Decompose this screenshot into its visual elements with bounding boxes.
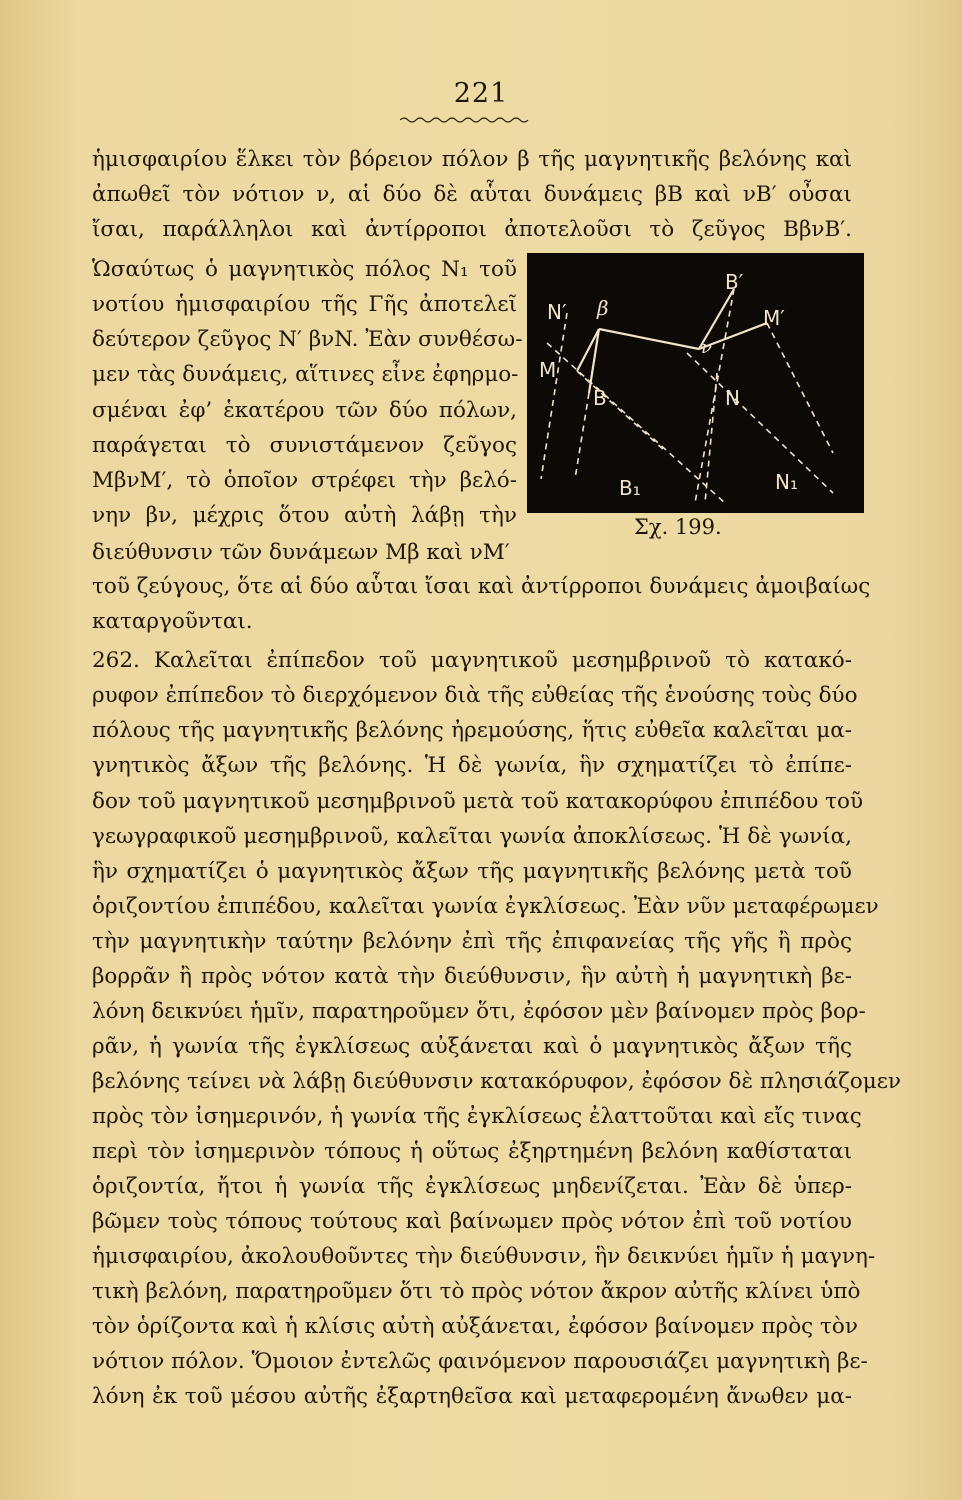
text-line-20: γεωγραφικοῦ μεσημβρινοῦ, καλεῖται γωνία ἀποκλίσεως. Ἡ δὲ γωνία, [92,824,852,849]
text-line-30: ὁριζοντία, ἤτοι ἡ γωνία τῆς ἐγκλίσεως μηδενίζεται. Ἐὰν δὲ ὑπερ- [92,1174,852,1199]
text-line-5: νοτίου ἡμισφαιρίου τῆς Γῆς ἀποτελεῖ [92,292,517,317]
text-line-7: μεν τὰς δυνάμεις, αἵτινες εἶνε ἐφηρμο- [92,362,519,387]
label-m: M [539,358,557,382]
label-n1: N₁ [775,470,798,494]
text-line-17: πόλους τῆς μαγνητικῆς βελόνης ἠρεμούσης, ἥτις εὐθεῖα καλεῖται μα- [92,718,852,743]
figure-caption: Σχ. 199. [634,515,722,539]
text-line-27: βελόνης τείνει νὰ λάβῃ διεύθυνσιν κατακόρυφον, ἐφόσον δὲ πλησιάζομεν [92,1069,901,1094]
label-n: N [725,386,740,410]
text-line-32: ἡμισφαιρίου, ἀκολουθοῦντες τὴν διεύθυνσιν, ἣν δεικνύει ἡμῖν ἡ μαγνη- [92,1244,876,1269]
text-line-19: δον τοῦ μαγνητικοῦ μεσημβρινοῦ μετὰ τοῦ κατακορύφου ἐπιπέδου τοῦ [92,789,864,814]
text-line-18: γνητικὸς ἄξων τῆς βελόνης. Ἡ δὲ γωνία, ἣν σχηματίζει τὸ ἐπίπε- [92,753,852,778]
text-line-10: MβνM′, τὸ ὁποῖον στρέφει τὴν βελό- [92,468,517,493]
text-line-34: τὸν ὁρίζοντα καὶ ἡ κλίσις αὐτὴ αὐξάνεται, ἐφόσον βαίνομεν πρὸς τὸν [92,1314,858,1339]
text-line-26: ρᾶν, ἡ γωνία τῆς ἐγκλίσεως αὐξάνεται καὶ ὁ μαγνητικὸς ἄξων τῆς [92,1034,852,1059]
text-line-1: ἡμισφαιρίου ἕλκει τὸν βόρειον πόλον β τῆς μαγνητικῆς βελόνης καὶ [92,147,852,172]
text-line-4: Ὡσαύτως ὁ μαγνητικὸς πόλος N₁ τοῦ [92,257,517,282]
text-line-12: διεύθυνσιν τῶν δυνάμεων Mβ καὶ νM′ [92,540,510,565]
text-line-2: ἀπωθεῖ τὸν νότιον ν, αἱ δύο δὲ αὗται δυνάμεις βB καὶ νB′ οὖσαι [92,182,852,207]
text-line-21: ἣν σχηματίζει ὁ μαγνητικὸς ἄξων τῆς μαγνητικῆς βελόνης μετὰ τοῦ [92,859,852,884]
text-line-24: βορρᾶν ἢ πρὸς νότον κατὰ τὴν διεύθυνσιν, ἣν αὐτὴ ἡ μαγνητικὴ βε- [92,964,852,989]
text-line-11: νην βν, μέχρις ὅτου αὐτὴ λάβῃ τὴν [92,503,517,528]
label-beta: β [597,296,609,320]
text-line-14: καταργοῦνται. [92,609,253,634]
text-line-28: πρὸς τὸν ἰσημερινόν, ἡ γωνία τῆς ἐγκλίσεως ἐλαττοῦται καὶ εἴς τινας [92,1104,862,1129]
text-line-6: δεύτερον ζεῦγος N′ βνN. Ἐὰν συνθέσω- [92,327,523,352]
text-line-25: λόνη δεικνύει ἡμῖν, παρατηροῦμεν ὅτι, ἐφόσον μὲν βαίνομεν πρὸς βορ- [92,999,866,1024]
text-line-36: λόνη ἐκ τοῦ μέσου αὐτῆς ἐξαρτηθεῖσα καὶ μεταφερομένη ἄνωθεν μα- [92,1384,852,1409]
text-line-16: ρυφον ἐπίπεδον τὸ διερχόμενον διὰ τῆς εὐθείας τῆς ἑνούσης τοὺς δύο [92,683,858,708]
text-line-13: τοῦ ζεύγους, ὅτε αἱ δύο αὗται ἴσαι καὶ ἀντίρροποι δυνάμεις ἀμοιβαίως [92,574,871,599]
label-b1: B₁ [619,476,641,500]
text-line-33: τικὴ βελόνη, παρατηροῦμεν ὅτι τὸ πρὸς νότον ἄκρον αὐτῆς κλίνει ὑπὸ [92,1279,861,1304]
text-line-35: νότιον πόλον. Ὅμοιον ἐντελῶς φαινόμενον παρουσιάζει μαγνητικὴ βε- [92,1349,868,1374]
figure-magnetic-needle-diagram [527,253,864,513]
text-line-15: 262. Καλεῖται ἐπίπεδον τοῦ μαγνητικοῦ μεσημβρινοῦ τὸ κατακό- [92,648,852,673]
text-line-29: περὶ τὸν ἰσημερινὸν τόπους ἡ οὕτως ἐξηρτημένη βελόνη καθίσταται [92,1139,852,1164]
ornamental-rule [400,116,530,124]
text-line-3: ἴσαι, παράλληλοι καὶ ἀντίρροποι ἀποτελοῦσι τὸ ζεῦγος BβνB′. [92,217,852,242]
label-b-prime: B′ [725,270,744,294]
text-line-8: σμέναι ἐφ’ ἑκατέρου τῶν δύο πόλων, [92,398,517,423]
figure-background [527,253,864,513]
text-line-31: βῶμεν τοὺς τόπους τούτους καὶ βαίνωμεν πρὸς νότον ἐπὶ τοῦ νοτίου [92,1209,852,1234]
text-line-23: τὴν μαγνητικὴν ταύτην βελόνην ἐπὶ τῆς ἐπιφανείας τῆς γῆς ἢ πρὸς [92,929,852,954]
label-n-prime: N′ [547,300,567,324]
label-m-prime: M′ [763,306,785,330]
text-line-9: παράγεται τὸ συνιστάμενον ζεῦγος [92,433,517,458]
page-number: 221 [453,78,509,109]
text-line-22: ὁριζοντίου ἐπιπέδου, καλεῖται γωνία ἐγκλίσεως. Ἐὰν νῦν μεταφέρωμεν [92,894,879,919]
label-b: B [593,386,607,410]
label-nu: ν [701,337,712,358]
